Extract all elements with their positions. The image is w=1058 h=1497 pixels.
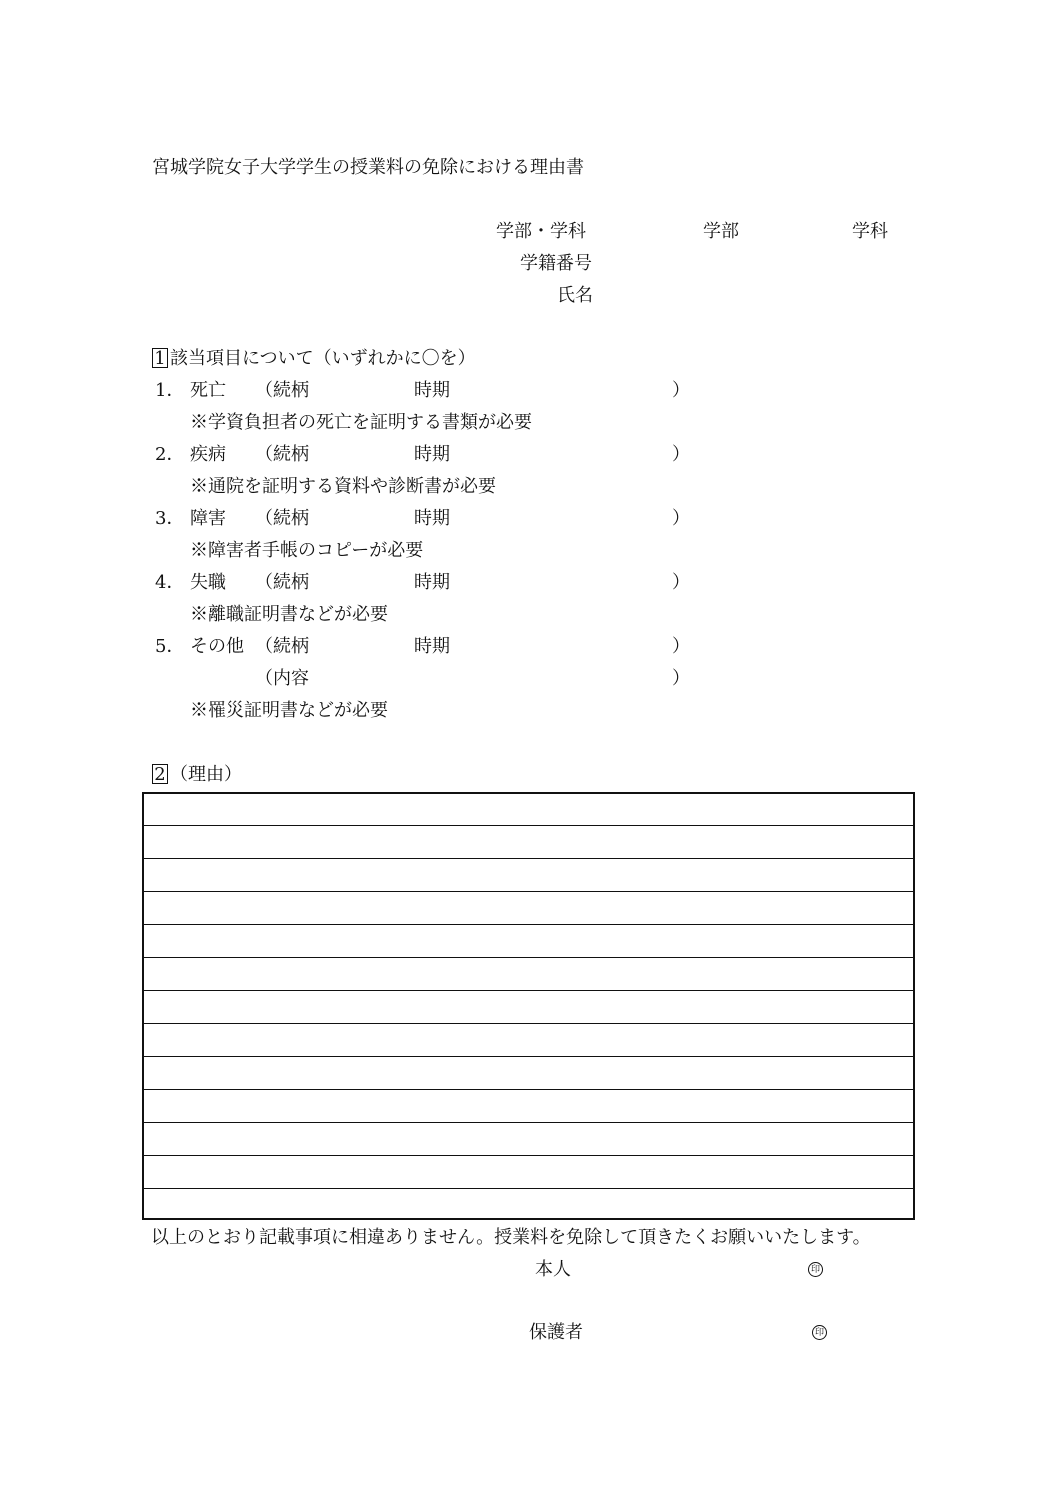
faculty-label: 学部 — [703, 221, 739, 242]
item-period-label: 時期 — [414, 380, 450, 401]
writing-line — [144, 957, 913, 958]
writing-line — [144, 990, 913, 991]
name-label: 氏名 — [557, 285, 593, 306]
item-close-paren: ） — [672, 508, 690, 529]
section2-number: 2 — [152, 764, 168, 784]
item-note: ※罹災証明書などが必要 — [190, 700, 388, 721]
dept-label: 学科 — [852, 221, 888, 242]
guardian-signature-label: 保護者 — [529, 1322, 583, 1343]
item-period-label: 時期 — [414, 636, 450, 657]
item-note: ※離職証明書などが必要 — [190, 604, 388, 625]
writing-line — [144, 1056, 913, 1057]
writing-line — [144, 1122, 913, 1123]
writing-line — [144, 1188, 913, 1189]
item-close-paren: ） — [672, 380, 690, 401]
seal-mark-icon: 印 — [808, 1262, 823, 1277]
item-label: 疾病 — [190, 444, 226, 465]
item-label: その他 — [190, 636, 244, 657]
item-note: ※障害者手帳のコピーが必要 — [190, 540, 424, 561]
item-content-close-paren: ） — [672, 668, 690, 689]
section1-heading — [152, 348, 476, 370]
item-label: 障害 — [190, 508, 226, 529]
section2-heading-text: （理由） — [170, 764, 242, 785]
item-number: 4． — [155, 572, 185, 593]
item-relation-label: （続柄 — [255, 636, 309, 657]
item-relation-label: （続柄 — [255, 572, 309, 593]
item-relation-label: （続柄 — [255, 444, 309, 465]
document-title: 宮城学院女子大学学生の授業料の免除における理由書 — [152, 157, 584, 178]
writing-line — [144, 1155, 913, 1156]
faculty-dept-label: 学部・学科 — [496, 221, 586, 242]
item-content-label: （内容 — [255, 668, 309, 689]
self-signature-label: 本人 — [535, 1259, 571, 1280]
writing-line — [144, 1023, 913, 1024]
item-number: 1． — [155, 380, 185, 401]
writing-line — [144, 858, 913, 859]
writing-line — [144, 1089, 913, 1090]
item-close-paren: ） — [672, 636, 690, 657]
item-relation-label: （続柄 — [255, 508, 309, 529]
item-close-paren: ） — [672, 444, 690, 465]
student-number-label: 学籍番号 — [520, 253, 592, 274]
item-label: 失職 — [190, 572, 226, 593]
writing-line — [144, 891, 913, 892]
item-period-label: 時期 — [414, 444, 450, 465]
section2-heading — [152, 764, 242, 786]
writing-line — [144, 825, 913, 826]
section1-heading-text: 該当項目について（いずれかに〇を） — [170, 348, 476, 369]
reason-writing-area[interactable] — [142, 792, 915, 1220]
seal-mark-icon: 印 — [812, 1325, 827, 1340]
section1-number: 1 — [152, 348, 168, 368]
item-number: 3． — [155, 508, 185, 529]
item-period-label: 時期 — [414, 508, 450, 529]
declaration-statement: 以上のとおり記載事項に相違ありません。授業料を免除して頂きたくお願いいたします。 — [151, 1227, 871, 1248]
item-label: 死亡 — [190, 380, 226, 401]
writing-line — [144, 924, 913, 925]
item-number: 2． — [155, 444, 185, 465]
item-note: ※通院を証明する資料や診断書が必要 — [190, 476, 496, 497]
item-period-label: 時期 — [414, 572, 450, 593]
item-number: 5． — [155, 636, 185, 657]
item-note: ※学資負担者の死亡を証明する書類が必要 — [190, 412, 532, 433]
item-close-paren: ） — [672, 572, 690, 593]
item-relation-label: （続柄 — [255, 380, 309, 401]
